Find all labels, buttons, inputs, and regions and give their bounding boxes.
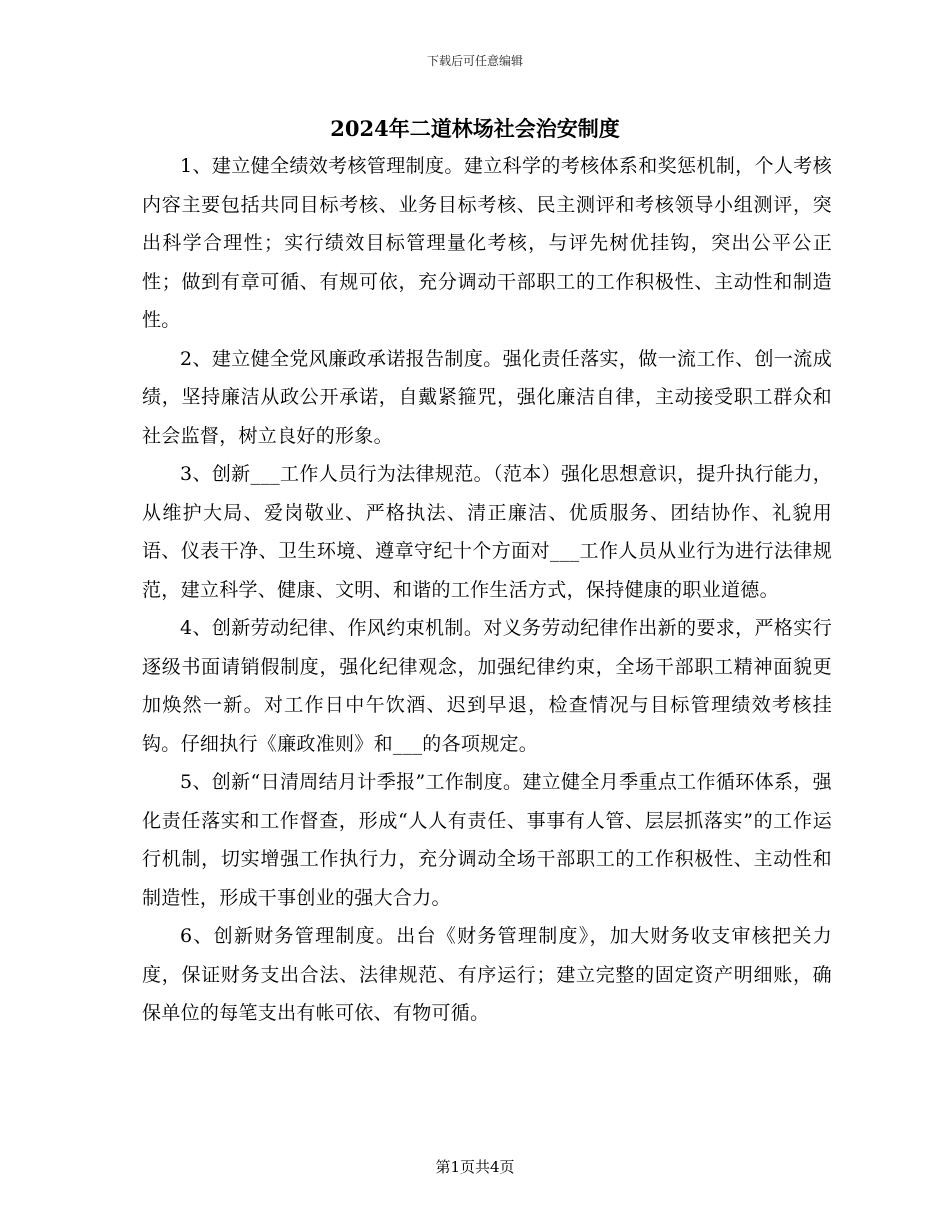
- page-number-footer: 第1页共4页: [435, 1158, 515, 1176]
- paragraph-5: 5、创新“日清周结月计季报”工作制度。建立健全月季重点工作循环体系，强化责任落实和工作督查，形成“人人有责任、事事有人管、层层抓落实”的工作运行机制，切实增强工作执行力，充分调动全场干部职工的工作积极性、主动性和制造性，形成干事创业的强大合力。: [142, 771, 832, 909]
- paragraph-3: 3、创新___工作人员行为法律规范。（范本）强化思想意识，提升执行能力，从维护大局、爱岗敬业、严格执法、清正廉洁、优质服务、团结协作、礼貌用语、仪表干净、卫生环境、遵章守纪十个方面对___工作人员从业行为进行法律规范，建立科学、健康、文明、和谐的工作生活方式，保持健康的职业道德。: [142, 463, 832, 601]
- paragraph-2: 2、建立健全党风廉政承诺报告制度。强化责任落实，做一流工作、创一流成绩，坚持廉洁从政公开承诺，自戴紧箍咒，强化廉洁自律，主动接受职工群众和社会监督，树立良好的形象。: [142, 347, 832, 447]
- paragraph-4: 4、创新劳动纪律、作风约束机制。对义务劳动纪律作出新的要求，严格实行逐级书面请销假制度，强化纪律观念，加强纪律约束，全场干部职工精神面貌更加焕然一新。对工作日中午饮酒、迟到早退，检查情况与目标管理绩效考核挂钩。仔细执行《廉政准则》和___的各项规定。: [142, 617, 832, 755]
- document-title: 2024年二道林场社会治安制度: [330, 116, 620, 141]
- header-note: 下载后可任意编辑: [426, 54, 523, 68]
- document-body: [142, 147, 832, 1033]
- paragraph-1: 1、建立健全绩效考核管理制度。建立科学的考核体系和奖惩机制，个人考核内容主要包括共同目标考核、业务目标考核、民主测评和考核领导小组测评，突出科学合理性；实行绩效目标管理量化考核，与评先树优挂钩，突出公平公正性；做到有章可循、有规可依，充分调动干部职工的工作积极性、主动性和制造性。: [142, 155, 832, 331]
- paragraph-6: 6、创新财务管理制度。出台《财务管理制度》，加大财务收支审核把关力度，保证财务支出合法、法律规范、有序运行；建立完整的固定资产明细账，确保单位的每笔支出有帐可依、有物可循。: [142, 925, 832, 1024]
